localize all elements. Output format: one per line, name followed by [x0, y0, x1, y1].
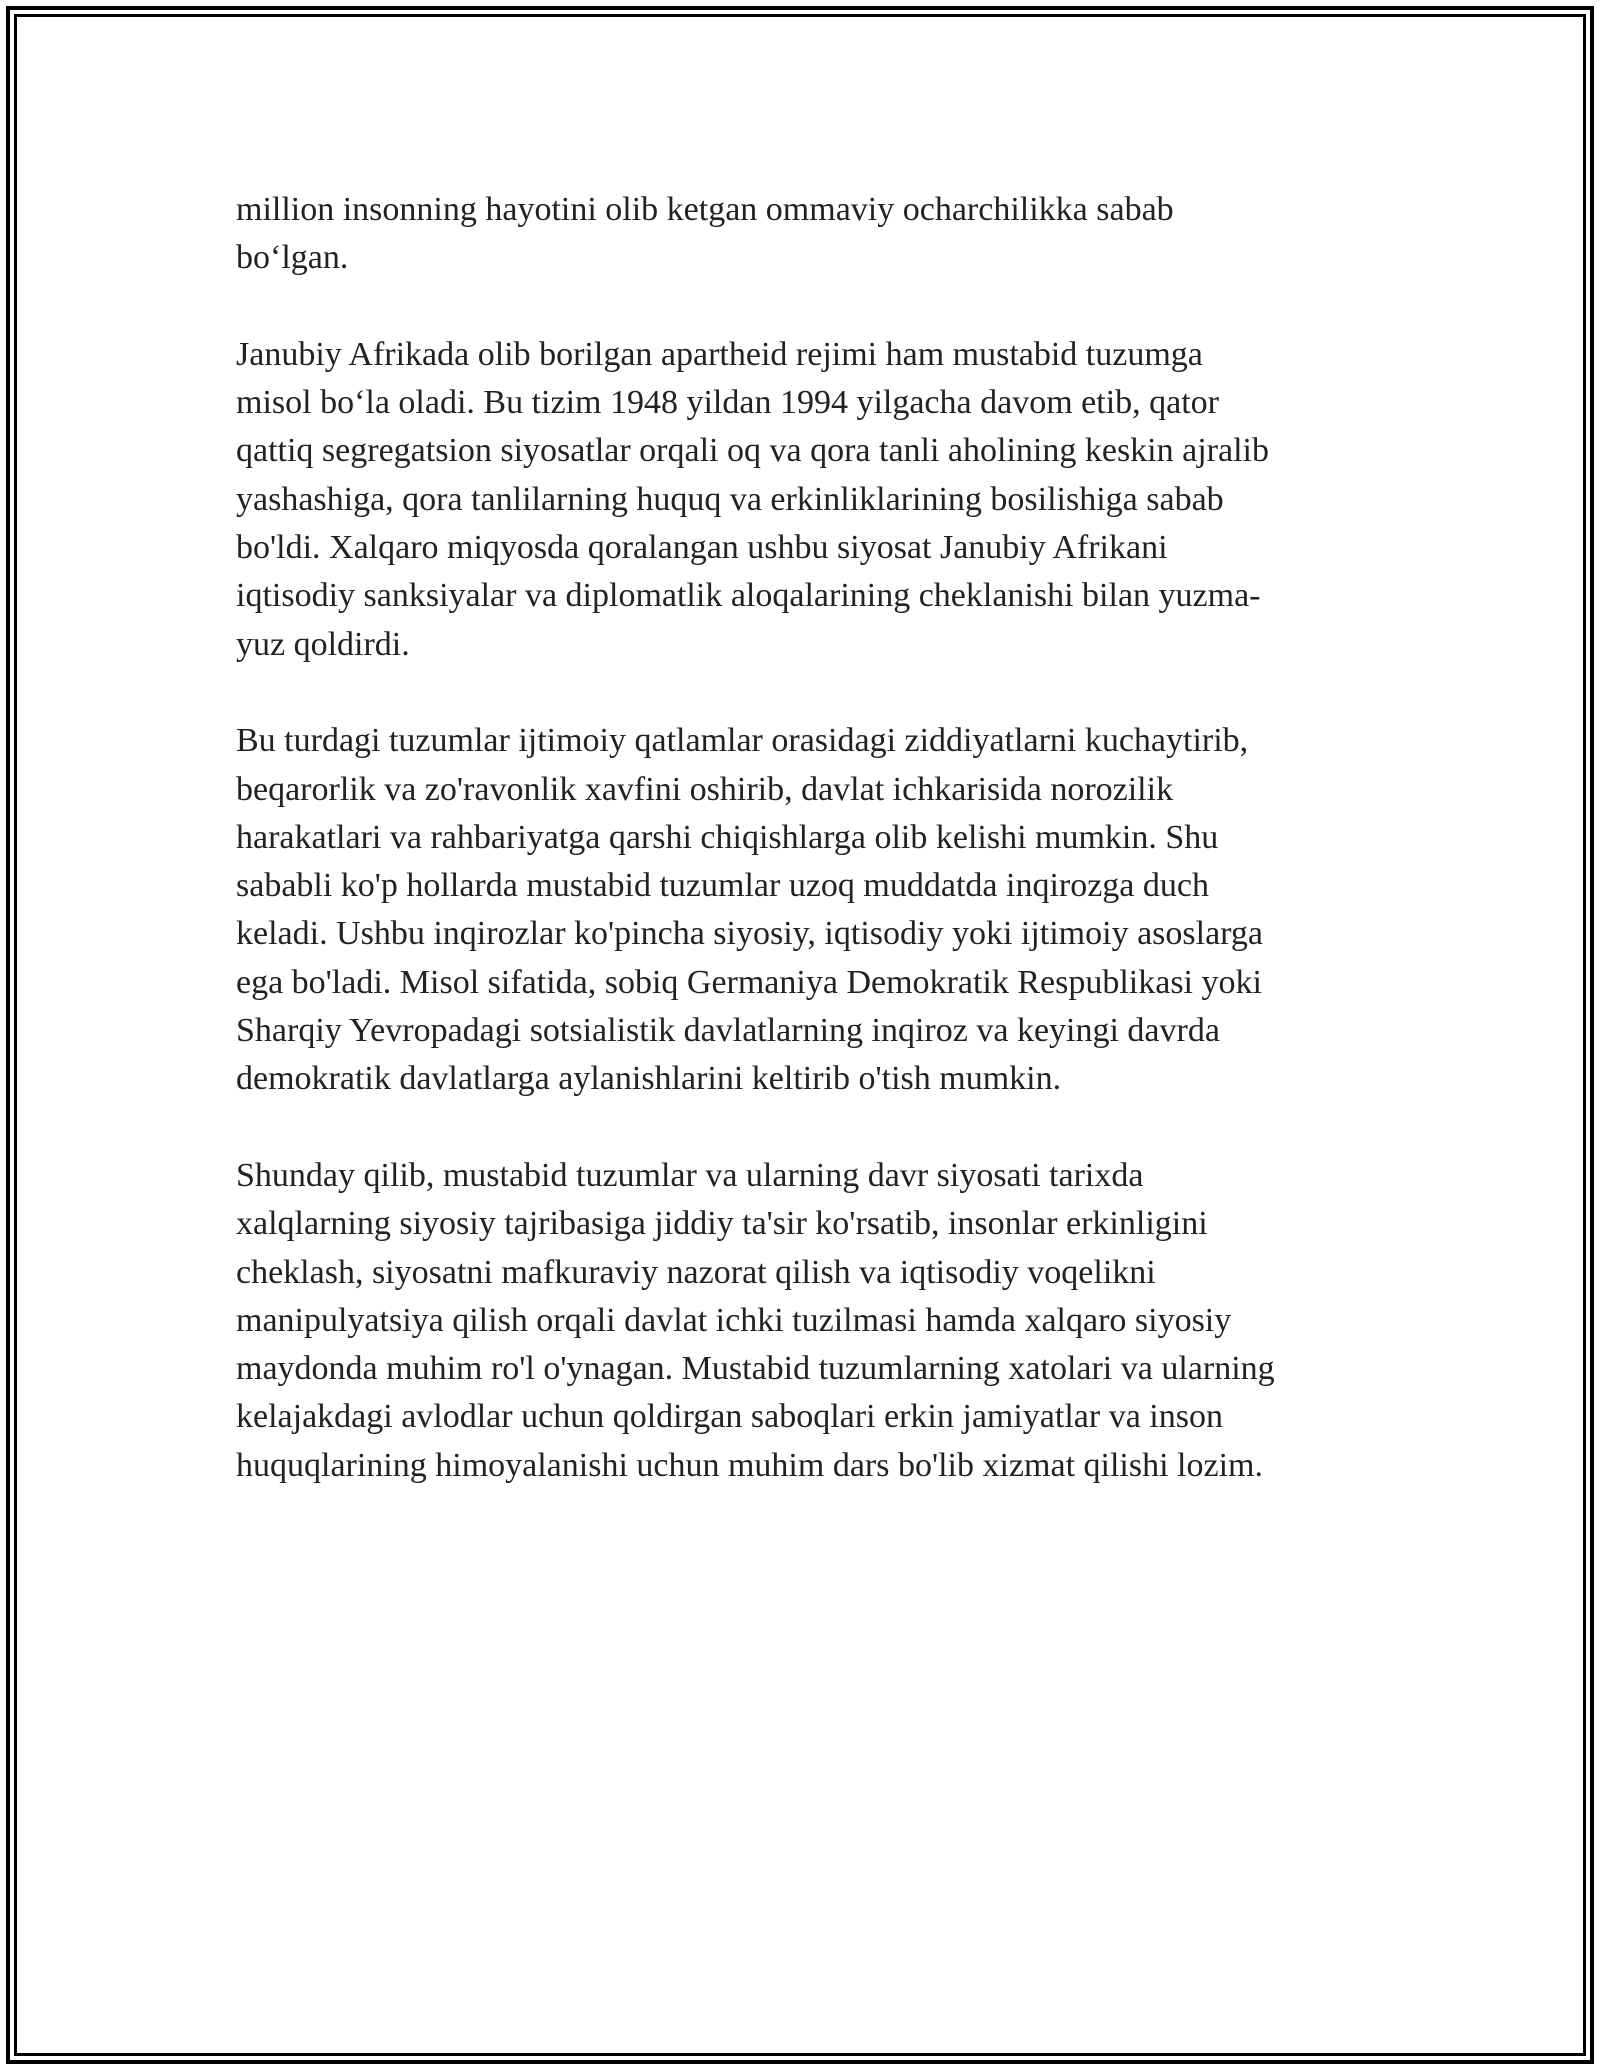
paragraph-4	[236, 1152, 1366, 1490]
text-line: bo‘lgan.	[236, 239, 349, 277]
text-line: beqarorlik va zo'ravonlik xavfini oshirib, davlat ichkarisida norozilik	[236, 770, 1174, 808]
text-line: sababli ko'p hollarda mustabid tuzumlar uzoq muddatda inqirozga duch	[236, 867, 1209, 905]
text-line: Sharqiy Yevropadagi sotsialistik davlatlarning inqiroz va keyingi davrda	[236, 1012, 1220, 1050]
text-line: Janubiy Afrikada olib borilgan apartheid rejimi ham mustabid tuzumga	[236, 335, 1203, 373]
text-line: huquqlarining himoyalanishi uchun muhim dars bo'lib xizmat qilishi lozim.	[236, 1446, 1263, 1484]
text-line: million insonning hayotini olib ketgan ommaviy ocharchilikka sabab	[236, 191, 1174, 228]
text-line: keladi. Ushbu inqirozlar ko'pincha siyosiy, iqtisodiy yoki ijtimoiy asoslarga	[236, 915, 1263, 953]
document-body	[236, 186, 1366, 1538]
paragraph-3	[236, 717, 1366, 1103]
text-line: qattiq segregatsion siyosatlar orqali oq va qora tanli aholining keskin ajralib	[236, 432, 1269, 470]
text-line: Shunday qilib, mustabid tuzumlar va ularning davr siyosati tarixda	[236, 1156, 1144, 1194]
text-line: misol bo‘la oladi. Bu tizim 1948 yildan 1994 yilgacha davom etib, qator	[236, 384, 1219, 422]
text-line: harakatlari va rahbariyatga qarshi chiqishlarga olib kelishi mumkin. Shu	[236, 818, 1219, 856]
text-line: xalqlarning siyosiy tajribasiga jiddiy ta'sir ko'rsatib, insonlar erkinligini	[236, 1205, 1208, 1243]
text-line: manipulyatsiya qilish orqali davlat ichki tuzilmasi hamda xalqaro siyosiy	[236, 1301, 1232, 1339]
paragraph-2	[236, 331, 1366, 669]
text-line: kelajakdagi avlodlar uchun qoldirgan saboqlari erkin jamiyatlar va inson	[236, 1398, 1223, 1436]
text-line: demokratik davlatlarga aylanishlarini keltirib o'tish mumkin.	[236, 1060, 1062, 1098]
paragraph-1	[236, 186, 1366, 283]
text-line: cheklash, siyosatni mafkuraviy nazorat qilish va iqtisodiy voqelikni	[236, 1253, 1156, 1291]
text-line: yuz qoldirdi.	[236, 625, 410, 663]
text-line: yashashiga, qora tanlilarning huquq va erkinliklarining bosilishiga sabab	[236, 480, 1224, 518]
text-line: bo'ldi. Xalqaro miqyosda qoralangan ushbu siyosat Janubiy Afrikani	[236, 529, 1168, 567]
text-line: Bu turdagi tuzumlar ijtimoiy qatlamlar orasidagi ziddiyatlarni kuchaytirib,	[236, 722, 1249, 760]
text-line: ega bo'ladi. Misol sifatida, sobiq Germaniya Demokratik Respublikasi yoki	[236, 963, 1262, 1001]
text-line: maydonda muhim ro'l o'ynagan. Mustabid tuzumlarning xatolari va ularning	[236, 1350, 1275, 1388]
text-line: iqtisodiy sanksiyalar va diplomatlik aloqalarining cheklanishi bilan yuzma-	[236, 577, 1261, 615]
